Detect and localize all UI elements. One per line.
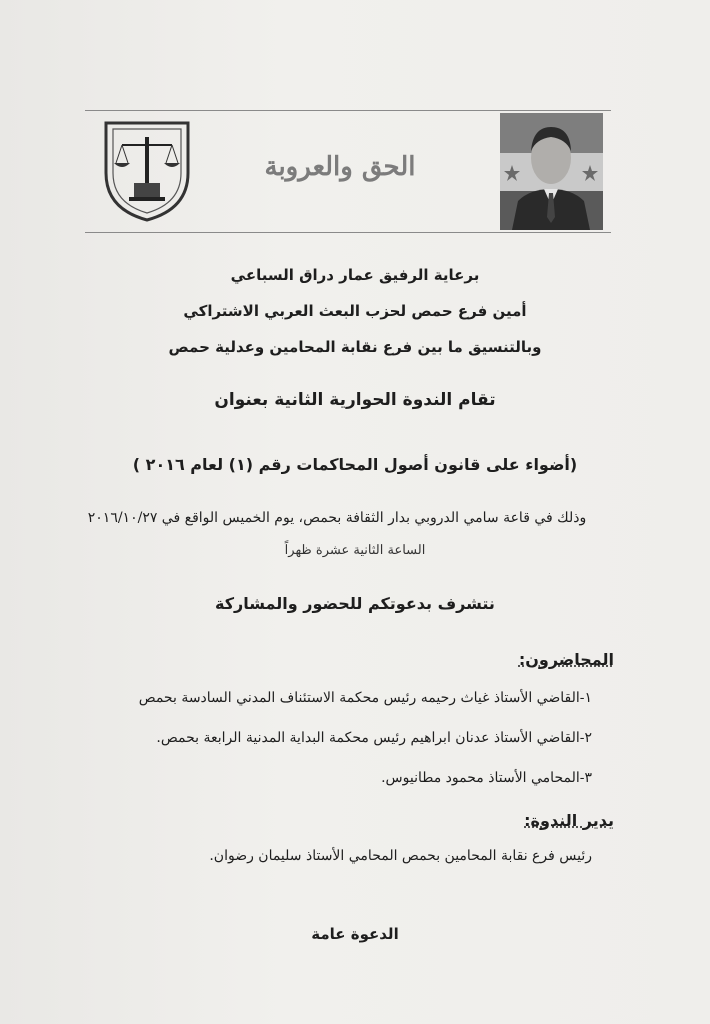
- header-bottom-rule: [85, 232, 611, 233]
- lecturer-item: ٢-القاضي الأستاذ عدنان ابراهيم رئيس محكمة البداية المدنية الرابعة بحمص.: [156, 730, 592, 746]
- event-announcement: تقام الندوة الحوارية الثانية بعنوان: [214, 390, 496, 410]
- event-topic: (أضواء على قانون أصول المحاكمات رقم (١) لعام ٢٠١٦ ): [132, 455, 578, 474]
- event-time: الساعة الثانية عشرة ظهراً: [284, 543, 426, 558]
- lecturer-item: ١-القاضي الأستاذ غياث رحيمه رئيس محكمة الاستئناف المدني السادسة بحمص: [138, 690, 592, 706]
- sponsorship-line-1: برعاية الرفيق عمار دراق السباعي: [230, 266, 480, 284]
- moderator-label: يدير الندوة:: [524, 811, 614, 830]
- event-venue: وذلك في قاعة سامي الدروبي بدار الثقافة بحمص، يوم الخميس الواقع في ٢٠١٦/١٠/٢٧: [87, 510, 587, 526]
- header-top-rule: [85, 110, 611, 111]
- general-invitation: الدعوة عامة: [311, 925, 399, 943]
- invitation-text: نتشرف بدعوتكم للحضور والمشاركة: [215, 594, 495, 613]
- moderator-name: رئيس فرع نقابة المحامين بحمص المحامي الأستاذ سليمان رضوان.: [209, 848, 592, 864]
- sponsorship-line-2: أمين فرع حمص لحزب البعث العربي الاشتراكي: [183, 302, 527, 320]
- portrait-photo-icon: [500, 113, 603, 230]
- lecturer-item: ٣-المحامي الأستاذ محمود مطانيوس.: [381, 770, 592, 786]
- sponsorship-line-3: وبالتنسيق ما بين فرع نقابة المحامين وعدلية حمص: [168, 338, 542, 356]
- bar-association-logo-icon: [96, 117, 198, 223]
- lecturers-label: المحاضرون:: [518, 650, 614, 669]
- header-title: الحق والعروبة: [264, 152, 416, 182]
